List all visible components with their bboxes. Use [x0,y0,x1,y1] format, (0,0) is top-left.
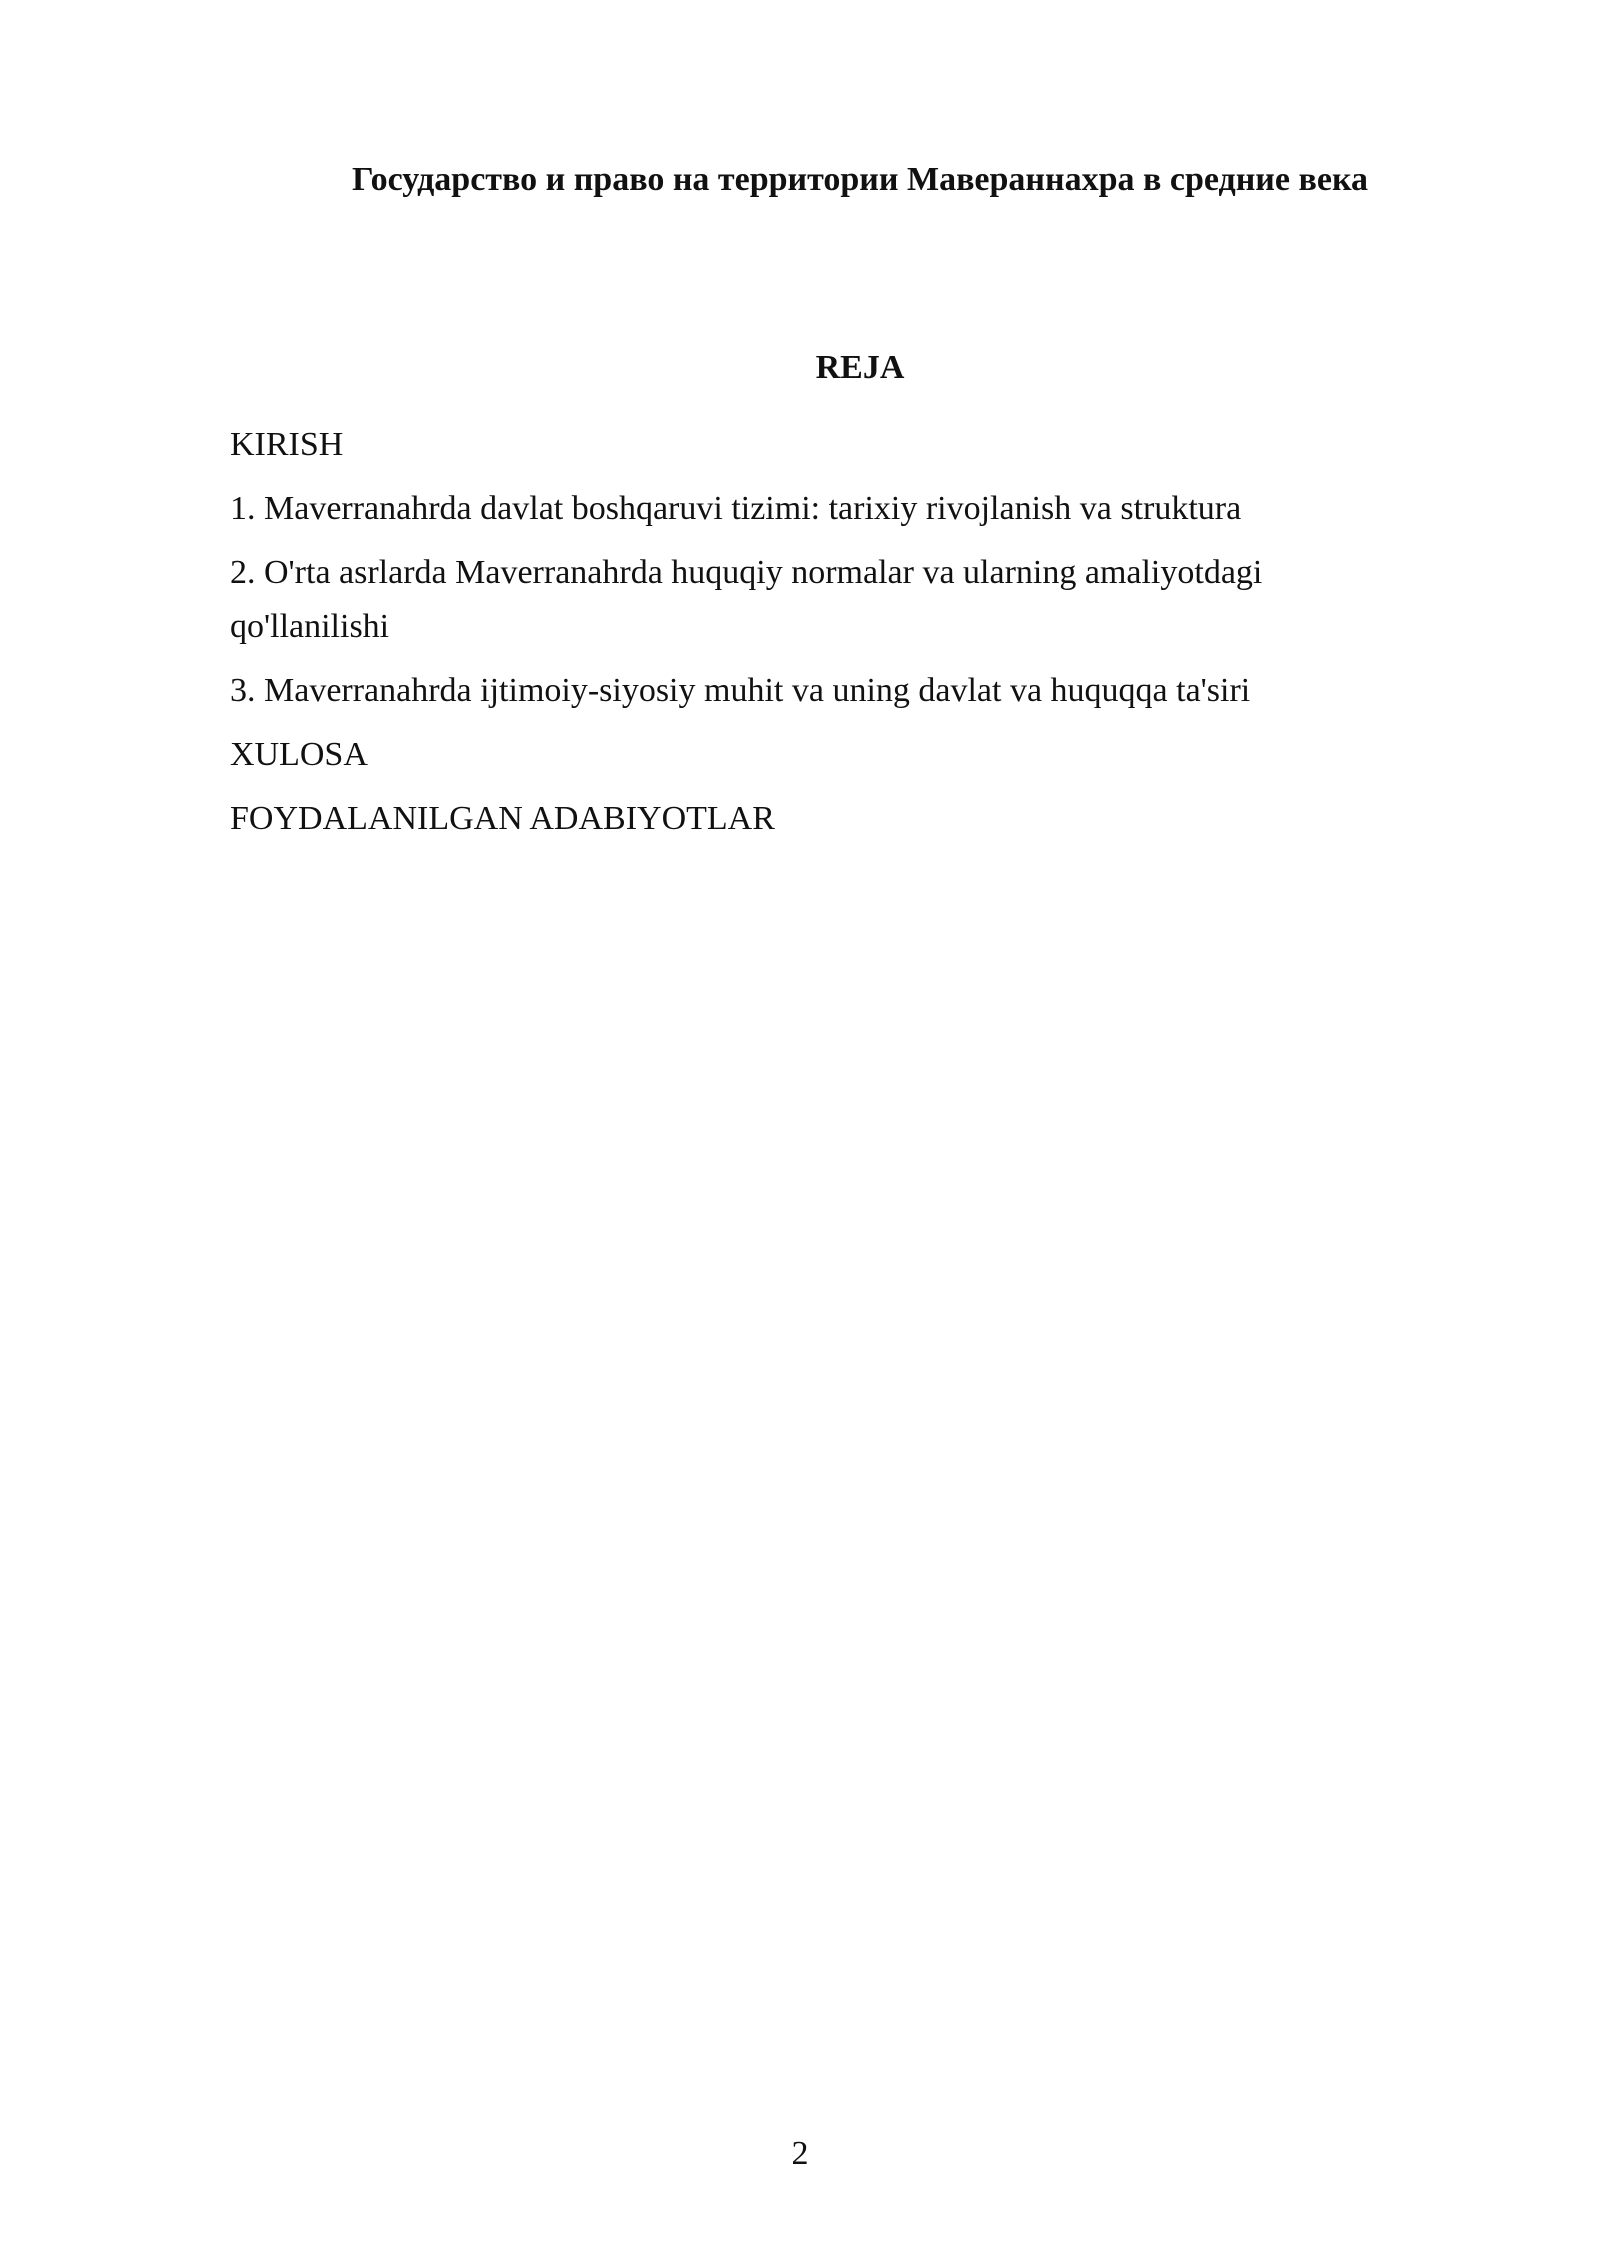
plan-item-introduction: KIRISH [230,426,344,463]
plan-heading: REJA [815,349,905,386]
plan-item-2: 2. O'rta asrlarda Maverranahrda huquqiy normalar va ularning amaliyotdagi qo'llanilishi [230,554,1263,645]
document-title: Государство и право на территории Мавераннахра в средние века [351,161,1369,198]
page-number: 2 [791,2135,809,2172]
plan-item-1: 1. Maverranahrda davlat boshqaruvi tizimi: tarixiy rivojlanish va struktura [230,490,1242,527]
plan-list [230,418,1410,856]
plan-item-3: 3. Maverranahrda ijtimoiy-siyosiy muhit va uning davlat va huquqqa ta'siri [230,672,1251,709]
plan-item-conclusion: XULOSA [230,736,368,773]
plan-item-references: FOYDALANILGAN ADABIYOTLAR [230,800,775,837]
